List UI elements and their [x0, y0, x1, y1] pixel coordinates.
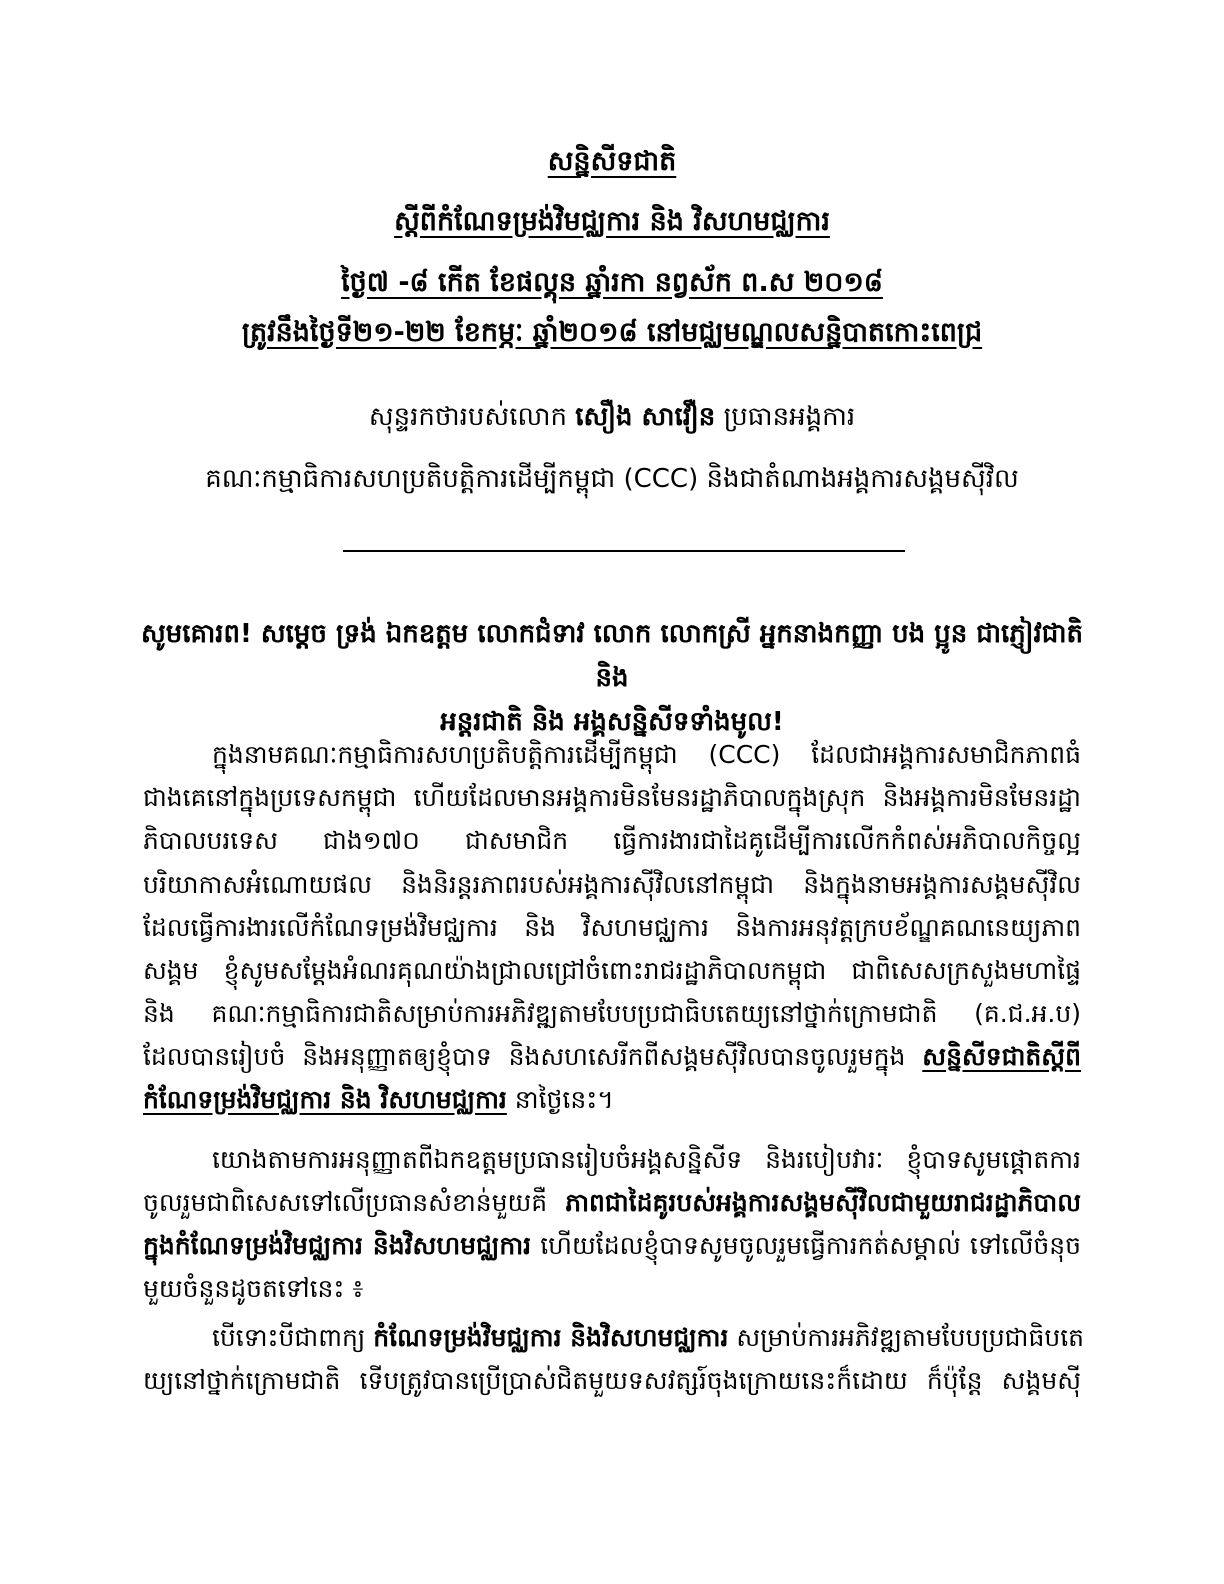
para1-line-4: បរិយាកាសអំណោយផល និងនិរន្តរភាពរបស់អង្គការស៊ីវិលនៅកម្ពុជា និងក្នុងនាមអង្គការសង្គមស៊ីវិល	[143, 870, 1081, 899]
speaker-title: ប្រធានអង្គការ	[723, 402, 856, 432]
para3-line-1-suffix: សម្រាប់ការអភិវឌ្ឍតាមបែបប្រជាធិបតេ	[736, 1323, 1085, 1352]
para1-line-9-text: នាថ្ងៃនេះ។	[514, 1085, 614, 1114]
para2-line-3	[143, 1231, 1081, 1267]
para2-line-1: យោងតាមការអនុញ្ញាតពីឯកឧត្តមប្រធានរៀបចំអង្គសន្និសីទ និងរបៀបវារៈ ខ្ញុំបាទសូមផ្តោតការ	[212, 1145, 1081, 1174]
partnership-topic-part-2: ក្នុងកំណែទម្រង់វិមជ្ឈការ និងវិសហមជ្ឈការ	[143, 1231, 532, 1260]
conference-topic: ស្តីពីកំណែទម្រង់វិមជ្ឈការ និង វិសហមជ្ឈការ	[394, 206, 830, 237]
greeting-line-2: អន្តរជាតិ និង អង្គសន្និសីទទាំងមូល!	[440, 707, 784, 737]
reform-term: កំណែទម្រង់វិមជ្ឈការ និងវិសហមជ្ឈការ	[373, 1323, 729, 1352]
para1-line-5: ដែលធ្វើការងារលើកំណែទម្រង់វិមជ្ឈការ និង វិសហមជ្ឈការ និងការអនុវត្តក្របខ័ណ្ឌគណនេយ្យភាព	[143, 913, 1081, 942]
speaker-name: សឿង សាវឿន	[575, 402, 716, 432]
para1-line-2: ជាងគេនៅក្នុងប្រទេសកម្ពុជា ហើយដែលមានអង្គការមិនមែនរដ្ឋាភិបាលក្នុងស្រុក និងអង្គការមិនមែនរដ្ឋា	[143, 783, 1081, 812]
para2-line-2-text: ចូលរួមជាពិសេសទៅលើប្រធានសំខាន់មួយគឺ	[143, 1188, 548, 1217]
conference-name-part-1: សន្និសីទជាតិស្តីពី	[922, 1042, 1081, 1071]
lunar-date: ថ្ងៃ៧ -៨ កើត ខែផល្គុន ឆ្នាំរកា នព្វស័ក ព.ស ២០១៨	[341, 267, 883, 298]
date-and-venue: ត្រូវនឹងថ្ងៃទី២១-២២ ខែកម្ភៈ ឆ្នាំ២០១៨ នៅមជ្ឈមណ្ឌលសន្និបាតកោះពេជ្រ	[241, 317, 983, 348]
para1-line-9	[143, 1085, 1081, 1121]
para1-line-8	[143, 1042, 1081, 1078]
para2-line-2	[143, 1188, 1081, 1224]
para1-line-1: ក្នុងនាមគណៈកម្មាធិការសហប្រតិបត្តិការដើម្បីកម្ពុជា (CCC) ដែលជាអង្គការសមាជិកភាពធំ	[212, 740, 1081, 769]
greeting-line-1: សូមគោរព! សម្តេច ទ្រង់ ឯកឧត្តម លោកជំទាវ លោក លោកស្រី អ្នកនាងកញ្ញា បង ប្អូន ជាភ្ញៀវជាតិ និង	[140, 619, 1084, 693]
para2-line-4: មួយចំនួនដូចតទៅនេះ ៖	[143, 1274, 364, 1303]
speaker-line	[0, 400, 1224, 438]
divider-line	[343, 550, 905, 552]
para3-line-1-prefix: បើទោះបីជាពាក្យ	[212, 1323, 366, 1352]
para1-line-7: និង គណៈកម្មាធិការជាតិសម្រាប់ការអភិវឌ្ឍតាមបែបប្រជាធិបតេយ្យនៅថ្នាក់ក្រោមជាតិ (គ.ជ.អ.ប)	[143, 999, 1081, 1028]
partnership-topic-part-1: ភាពជាដៃគូរបស់អង្គការសង្គមស៊ីវិលជាមួយរាជរដ្ឋាភិបាល	[565, 1188, 1081, 1217]
para3-line-1	[212, 1323, 1085, 1359]
speaker-prefix: សុន្ទរកថារបស់លោក	[368, 402, 567, 432]
para1-line-3: ភិបាលបរទេស ជាង១៧០ ជាសមាជិក ធ្វើការងារជាដៃគូដើម្បីការលើកកំពស់អភិបាលកិច្ចល្អ	[143, 826, 1081, 855]
speaker-organization: គណៈកម្មាធិការសហប្រតិបត្តិការដើម្បីកម្ពុជា (CCC) និងជាតំណាងអង្គការសង្គមស៊ីវិល	[205, 464, 1019, 494]
document-title: សន្និសីទជាតិ	[547, 146, 677, 177]
conference-name-part-2: កំណែទម្រង់វិមជ្ឈការ និង វិសហមជ្ឈការ	[143, 1085, 507, 1114]
para1-line-6: សង្គម ខ្ញុំសូមសម្តែងអំណរគុណយ៉ាងជ្រាលជ្រៅចំពោះរាជរដ្ឋាភិបាលកម្ពុជា ជាពិសេសក្រសួងមហាផ្ទៃ	[143, 956, 1081, 985]
para3-line-2: យ្យនៅថ្នាក់ក្រោមជាតិ ទើបត្រូវបានប្រើប្រាស់ជិតមួយទសវត្សរ៍ចុងក្រោយនេះក៏ដោយ ក៏ប៉ុន្តែ សង្គមស៊ី	[143, 1366, 1081, 1395]
para1-line-8-text: ដែលបានរៀបចំ និងអនុញ្ញាតឲ្យខ្ញុំបាទ និងសហសេរីកពីសង្គមស៊ីវិលបានចូលរួមក្នុង	[143, 1042, 906, 1071]
para2-line-3-text: ហើយដែលខ្ញុំបាទសូមចូលរួមធ្វើការកត់សម្គាល់ ទៅលើចំនុច	[540, 1231, 1081, 1260]
greeting	[140, 612, 1084, 744]
